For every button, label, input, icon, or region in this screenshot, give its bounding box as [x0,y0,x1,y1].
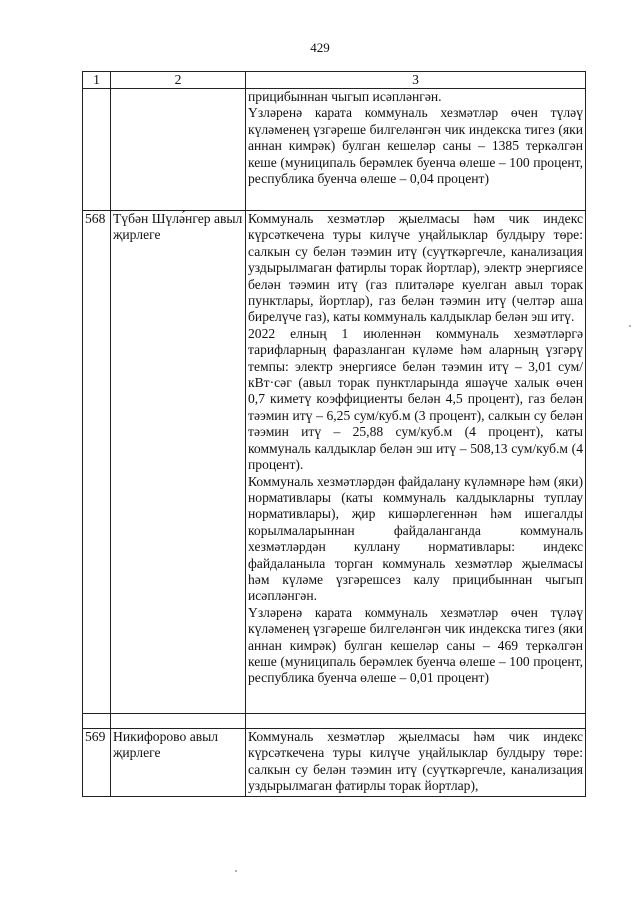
content-paragraph: Үзләренә карата коммуналь хезмәтләр өчен түләү күләменең үзгәреше билгеләнгән чик индекска тигез (яки аннан кимрәк) булган кешеләр саны – 1385 теркәлгән кеше (муниципаль берәмлек буенча өлеше – 100 процент, республика буенча өлеше – 0,04 процент) [248,105,583,187]
header-col-3: 3 [246,72,586,89]
row-number: 569 [83,729,111,797]
content-paragraph: Коммуналь хезмәтләрдән файдалану күләмнәре һәм (яки) нормативлары (каты коммуналь калдыкларны туплау нормативлары), җир кишәрлегеннән һәм ишегалды корылмаларыннан файдаланганда коммуналь хезмәтләрдән куллану нормативлары: индекс файдаланыла торган коммуналь хезмәтләр җыелмасы һәм күләме үзгәрешсез калу прицибыннан чыгып исәпләнгән. [248,473,583,604]
row-number [83,89,111,211]
table-header-row [83,72,586,89]
row-content [246,89,586,211]
table-row [83,729,586,797]
settlement-name: Никифорово авыл җирлеге [111,729,246,797]
scan-speck [235,870,237,872]
content-paragraph: Коммуналь хезмәтләр җыелмасы һәм чик индекс күрсәткечена туры килүче уңайлыклар булдыру төре: салкын су белән тәэмин итү (суүткәргечле, канализация уздырылмаган фатирлы торак йортлар), [248,729,583,794]
header-col-1: 1 [83,72,111,89]
content-paragraph: 2022 елның 1 июленнән коммуналь хезмәтләргә тарифларның фаразланган күләме һәм аларның үзгәрү темпы: электр энергиясе белән тәэмин итү – 3,01 сум/кВт·сәг (авыл торак пунктларында яшәүче халык өчен 0,7 киметү коэффициенты белән 4,5 процент), газ белән тәэмин итү – 6,25 сум/куб.м (3 процент), салкын су белән тәэмин итү – 25,88 сум/куб.м (4 процент), каты коммуналь калдыклар белән эш итү – 508,13 сум/куб.м (4 процент). [248,325,583,473]
spacer-cell [83,714,111,729]
settlement-name [111,89,246,211]
document-table [82,71,586,797]
settlement-name: Түбән Шүлә́нгер авыл җирлеге [111,211,246,714]
header-col-2: 2 [111,72,246,89]
row-content [246,729,586,797]
table-row [83,211,586,714]
page-number: 429 [310,40,330,55]
content-paragraph: Коммуналь хезмәтләр җыелмасы һәм чик индекс күрсәткечена туры килүче уңайлыклар булдыру төре: салкын су белән тәэмин итү (суүткәргечле, канализация уздырылмаган фатирлы торак йортлар), электр энергиясе белән тәэмин итү (газ плитәләре куелган авыл торак пунктлары, йортлар), газ белән тәэмин итү (челтәр аша бирелүче газ), каты коммуналь калдыклар белән эш итү. [248,211,583,325]
row-number: 568 [83,211,111,714]
spacer-cell [111,714,246,729]
row-content [246,211,586,714]
content-paragraph: Үзләренә карата коммуналь хезмәтләр өчен түләү күләменең үзгәреше билгеләнгән чик индекска тигез (яки аннан кимрәк) булган кешеләр саны – 469 теркәлгән кеше (муниципаль берәмлек буенча өлеше – 100 процент, республика буенча өлеше – 0,01 процент) [248,604,583,686]
spacer-cell [246,714,586,729]
table-row-spacer [83,714,586,729]
table-row [83,89,586,211]
content-paragraph: прицибыннан чыгып исәпләнгән. [248,89,442,104]
scan-speck [629,325,631,327]
